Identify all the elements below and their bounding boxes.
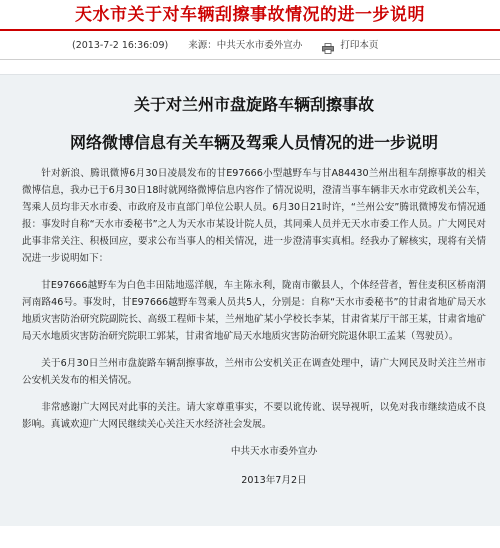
paragraph-4: 非常感谢广大网民对此事的关注。请大家尊重事实，不要以讹传讹、误导视听，以免对我市继续造成不良影响。真诚欢迎广大网民继续关心关注天水经济社会发展。 xyxy=(22,402,486,430)
headline-divider xyxy=(0,29,500,31)
meta-divider xyxy=(0,59,500,60)
signature: 中共天水市委外宣办 xyxy=(230,446,318,457)
article-body xyxy=(0,74,500,526)
paragraph-3: 关于6月30日兰州市盘旋路车辆刮擦事故，兰州市公安机关正在调查处理中，请广大网民及时关注兰州市公安机关发布的相关情况。 xyxy=(22,358,486,386)
publish-datetime: (2013-7-2 16:36:09) xyxy=(72,40,169,52)
print-page-label[interactable]: 打印本页 xyxy=(340,40,379,51)
article-meta xyxy=(0,35,500,57)
source-label: 来源：中共天水市委外宣办 xyxy=(188,40,303,52)
article-date: 2013年7月2日 xyxy=(241,475,307,486)
print-page-button[interactable] xyxy=(322,35,378,58)
page xyxy=(0,1,500,548)
printer-icon xyxy=(322,41,334,52)
article-title-line-1: 关于对兰州市盘旋路车辆刮擦事故 xyxy=(133,95,374,114)
paragraph-1: 针对新浪、腾讯微博6月30日凌晨发布的甘E97666小型越野车与甘A84430兰州出租车刮擦事故的相关微博信息，我办已于6月30日18时就网络微博信息内容作了情况说明，澄清当事车辆非天水市党政机关公车，驾乘人员均非天水市委、市政府及市直部门单位公职人员。6月30日21时许，“兰州公安”腾讯微博发布情况通报：事发时自称“天水市委秘书”之人为天水市某设计院人员，其同乘人员并无天水市委工作人员。广大网民对此事非常关注、积极回应，要求公布当事人的相关情况，进一步澄清事实真相。经我办了解核实，现将有关情况进一步说明如下： xyxy=(22,168,486,264)
article-title-line-2: 网络微博信息有关车辆及驾乘人员情况的进一步说明 xyxy=(69,133,438,152)
paragraph-2: 甘E97666越野车为白色丰田陆地巡洋舰，车主陈永利，陇南市徽县人，个体经营者，暂住麦积区桥南渭河南路46号。事发时，甘E97666越野车驾乘人员共5人，分别是：自称“天水市委秘书”的甘肃省地矿局天水地质灾害防治研究院副院长、高级工程师卡某，兰州地矿某小学校长李某，甘肃省某厅干部王某，甘肃省地矿局天水地质灾害防治研究院职工郭某，甘肃省地矿局天水地质灾害防治研究院退休职工孟某（驾驶员）。 xyxy=(22,280,486,342)
page-headline: 天水市关于对车辆刮擦事故情况的进一步说明 xyxy=(75,5,425,25)
